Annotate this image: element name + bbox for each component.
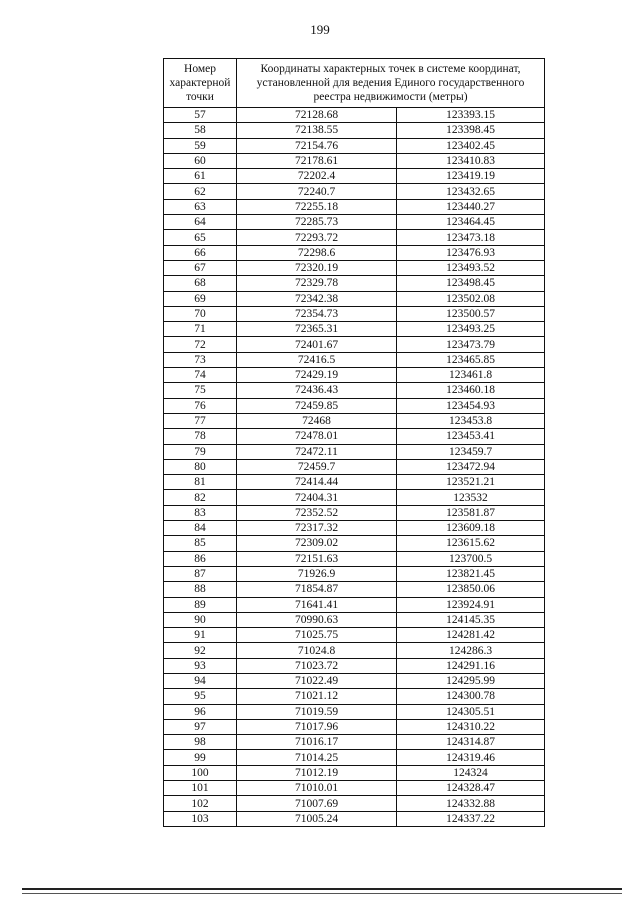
table-row (164, 521, 545, 536)
cell-y: 123493.52 (397, 260, 545, 275)
cell-y: 123493.25 (397, 322, 545, 337)
cell-x: 72472.11 (237, 444, 397, 459)
cell-point-number: 60 (164, 153, 237, 168)
cell-point-number: 68 (164, 276, 237, 291)
cell-x: 71023.72 (237, 658, 397, 673)
table-row (164, 230, 545, 245)
table-row (164, 123, 545, 138)
cell-point-number: 62 (164, 184, 237, 199)
table-row (164, 352, 545, 367)
cell-point-number: 70 (164, 306, 237, 321)
cell-x: 71012.19 (237, 765, 397, 780)
cell-y: 124328.47 (397, 781, 545, 796)
cell-x: 72354.73 (237, 306, 397, 321)
cell-x: 72320.19 (237, 260, 397, 275)
cell-y: 124319.46 (397, 750, 545, 765)
cell-x: 72154.76 (237, 138, 397, 153)
table-row (164, 138, 545, 153)
cell-point-number: 78 (164, 429, 237, 444)
cell-point-number: 57 (164, 108, 237, 123)
cell-point-number: 81 (164, 475, 237, 490)
cell-y: 123532 (397, 490, 545, 505)
cell-x: 72293.72 (237, 230, 397, 245)
cell-y: 123521.21 (397, 475, 545, 490)
cell-point-number: 72 (164, 337, 237, 352)
cell-x: 71022.49 (237, 673, 397, 688)
cell-x: 72436.43 (237, 383, 397, 398)
table-row (164, 199, 545, 214)
table-row (164, 383, 545, 398)
cell-x: 71854.87 (237, 582, 397, 597)
cell-point-number: 63 (164, 199, 237, 214)
cell-point-number: 76 (164, 398, 237, 413)
cell-point-number: 79 (164, 444, 237, 459)
cell-x: 72352.52 (237, 505, 397, 520)
cell-y: 124337.22 (397, 811, 545, 826)
cell-point-number: 58 (164, 123, 237, 138)
cell-point-number: 102 (164, 796, 237, 811)
cell-point-number: 96 (164, 704, 237, 719)
table-row (164, 276, 545, 291)
cell-point-number: 100 (164, 765, 237, 780)
table-row (164, 566, 545, 581)
cell-x: 72404.31 (237, 490, 397, 505)
cell-x: 72309.02 (237, 536, 397, 551)
table-row (164, 781, 545, 796)
cell-x: 72178.61 (237, 153, 397, 168)
cell-y: 123402.45 (397, 138, 545, 153)
cell-x: 72138.55 (237, 123, 397, 138)
cell-x: 72365.31 (237, 322, 397, 337)
page-number: 199 (310, 22, 330, 37)
cell-point-number: 61 (164, 169, 237, 184)
footer-rule-thin (22, 893, 622, 894)
table-row (164, 490, 545, 505)
cell-x: 72414.44 (237, 475, 397, 490)
cell-y: 123473.79 (397, 337, 545, 352)
cell-x: 70990.63 (237, 612, 397, 627)
cell-point-number: 94 (164, 673, 237, 688)
cell-point-number: 99 (164, 750, 237, 765)
table-row (164, 735, 545, 750)
cell-y: 123419.19 (397, 169, 545, 184)
table-row (164, 169, 545, 184)
table-row (164, 597, 545, 612)
cell-x: 72459.85 (237, 398, 397, 413)
table-row (164, 184, 545, 199)
cell-x: 72459.7 (237, 459, 397, 474)
cell-point-number: 97 (164, 719, 237, 734)
cell-x: 72478.01 (237, 429, 397, 444)
cell-point-number: 80 (164, 459, 237, 474)
table-row (164, 337, 545, 352)
cell-y: 124300.78 (397, 689, 545, 704)
cell-y: 123476.93 (397, 245, 545, 260)
header-coordinates: Координаты характерных точек в системе координат, установленной для ведения Единого государственного реестра недвижимости (метры) (237, 59, 545, 108)
cell-x: 71007.69 (237, 796, 397, 811)
cell-x: 72255.18 (237, 199, 397, 214)
cell-y: 123410.83 (397, 153, 545, 168)
cell-point-number: 67 (164, 260, 237, 275)
cell-y: 123609.18 (397, 521, 545, 536)
cell-x: 72240.7 (237, 184, 397, 199)
cell-y: 123464.45 (397, 215, 545, 230)
cell-x: 71926.9 (237, 566, 397, 581)
cell-point-number: 59 (164, 138, 237, 153)
table-row (164, 429, 545, 444)
cell-x: 71641.41 (237, 597, 397, 612)
cell-y: 123461.8 (397, 368, 545, 383)
cell-x: 72342.38 (237, 291, 397, 306)
cell-x: 72202.4 (237, 169, 397, 184)
cell-y: 124281.42 (397, 628, 545, 643)
table-row (164, 811, 545, 826)
cell-point-number: 90 (164, 612, 237, 627)
header-point-number: Номер характерной точки (164, 59, 237, 108)
cell-y: 124291.16 (397, 658, 545, 673)
cell-point-number: 69 (164, 291, 237, 306)
cell-y: 123924.91 (397, 597, 545, 612)
table-row (164, 765, 545, 780)
cell-y: 123453.8 (397, 413, 545, 428)
cell-point-number: 91 (164, 628, 237, 643)
table-body (164, 108, 545, 827)
cell-y: 124310.22 (397, 719, 545, 734)
table-row (164, 628, 545, 643)
table-row (164, 260, 545, 275)
cell-point-number: 77 (164, 413, 237, 428)
cell-x: 72151.63 (237, 551, 397, 566)
cell-x: 72401.67 (237, 337, 397, 352)
cell-y: 123393.15 (397, 108, 545, 123)
cell-point-number: 71 (164, 322, 237, 337)
cell-y: 123472.94 (397, 459, 545, 474)
cell-point-number: 84 (164, 521, 237, 536)
table-row (164, 658, 545, 673)
cell-y: 124145.35 (397, 612, 545, 627)
coordinates-table (163, 58, 545, 827)
cell-x: 71025.75 (237, 628, 397, 643)
cell-y: 123502.08 (397, 291, 545, 306)
cell-x: 72416.5 (237, 352, 397, 367)
cell-y: 123432.65 (397, 184, 545, 199)
cell-point-number: 86 (164, 551, 237, 566)
table-row (164, 536, 545, 551)
cell-y: 124324 (397, 765, 545, 780)
table-row (164, 398, 545, 413)
table-row (164, 796, 545, 811)
cell-x: 71017.96 (237, 719, 397, 734)
cell-point-number: 92 (164, 643, 237, 658)
cell-y: 123498.45 (397, 276, 545, 291)
cell-x: 72128.68 (237, 108, 397, 123)
table-row (164, 612, 545, 627)
cell-x: 71019.59 (237, 704, 397, 719)
cell-point-number: 101 (164, 781, 237, 796)
table-row (164, 719, 545, 734)
cell-y: 123500.57 (397, 306, 545, 321)
cell-x: 71010.01 (237, 781, 397, 796)
table-row (164, 215, 545, 230)
cell-x: 72317.32 (237, 521, 397, 536)
cell-point-number: 88 (164, 582, 237, 597)
cell-point-number: 74 (164, 368, 237, 383)
cell-point-number: 85 (164, 536, 237, 551)
table-row (164, 505, 545, 520)
cell-x: 71014.25 (237, 750, 397, 765)
table-row (164, 689, 545, 704)
cell-point-number: 87 (164, 566, 237, 581)
cell-point-number: 75 (164, 383, 237, 398)
cell-y: 123850.06 (397, 582, 545, 597)
cell-point-number: 98 (164, 735, 237, 750)
table-row (164, 245, 545, 260)
table-row (164, 475, 545, 490)
cell-y: 123465.85 (397, 352, 545, 367)
cell-point-number: 66 (164, 245, 237, 260)
cell-y: 123581.87 (397, 505, 545, 520)
cell-y: 124314.87 (397, 735, 545, 750)
cell-y: 124332.88 (397, 796, 545, 811)
table-row (164, 153, 545, 168)
cell-x: 71024.8 (237, 643, 397, 658)
cell-point-number: 93 (164, 658, 237, 673)
cell-y: 124286.3 (397, 643, 545, 658)
cell-y: 123459.7 (397, 444, 545, 459)
table-row (164, 643, 545, 658)
cell-x: 72329.78 (237, 276, 397, 291)
cell-point-number: 83 (164, 505, 237, 520)
table-row (164, 322, 545, 337)
cell-x: 72298.6 (237, 245, 397, 260)
table-row (164, 306, 545, 321)
table-row (164, 582, 545, 597)
table-row (164, 413, 545, 428)
cell-point-number: 103 (164, 811, 237, 826)
cell-y: 124295.99 (397, 673, 545, 688)
cell-x: 72468 (237, 413, 397, 428)
table-row (164, 750, 545, 765)
cell-x: 72285.73 (237, 215, 397, 230)
table-row (164, 291, 545, 306)
cell-point-number: 73 (164, 352, 237, 367)
table-row (164, 459, 545, 474)
cell-x: 71016.17 (237, 735, 397, 750)
cell-y: 123440.27 (397, 199, 545, 214)
cell-x: 72429.19 (237, 368, 397, 383)
table-row (164, 108, 545, 123)
cell-x: 71021.12 (237, 689, 397, 704)
cell-y: 123473.18 (397, 230, 545, 245)
cell-point-number: 95 (164, 689, 237, 704)
table-row (164, 704, 545, 719)
cell-point-number: 89 (164, 597, 237, 612)
cell-point-number: 64 (164, 215, 237, 230)
table-row (164, 444, 545, 459)
table-row (164, 551, 545, 566)
cell-y: 123453.41 (397, 429, 545, 444)
cell-y: 123615.62 (397, 536, 545, 551)
cell-y: 123700.5 (397, 551, 545, 566)
cell-point-number: 65 (164, 230, 237, 245)
cell-y: 123460.18 (397, 383, 545, 398)
footer-rule (22, 888, 622, 890)
cell-y: 124305.51 (397, 704, 545, 719)
cell-y: 123821.45 (397, 566, 545, 581)
cell-y: 123398.45 (397, 123, 545, 138)
cell-y: 123454.93 (397, 398, 545, 413)
table-row (164, 673, 545, 688)
cell-point-number: 82 (164, 490, 237, 505)
table-row (164, 368, 545, 383)
table-header-row (164, 59, 545, 108)
cell-x: 71005.24 (237, 811, 397, 826)
